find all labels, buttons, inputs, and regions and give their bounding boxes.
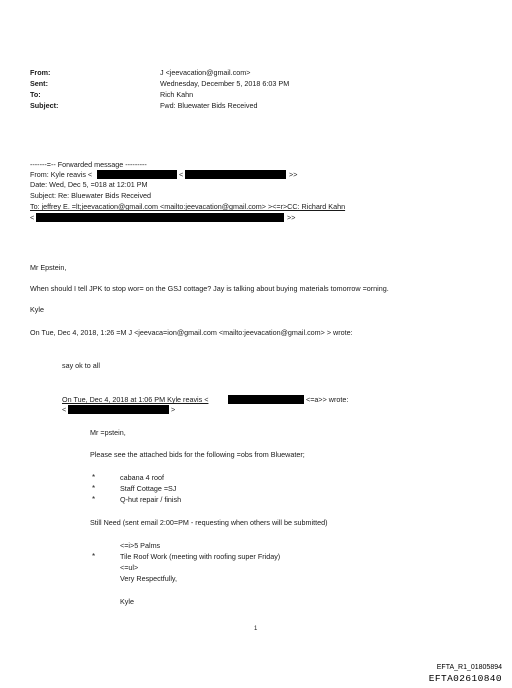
page-number: 1 — [254, 626, 258, 632]
footer-code-secondary: EFTA02610840 — [428, 673, 502, 684]
bullet: * — [92, 484, 96, 493]
forwarded-from-mid: < — [179, 170, 184, 179]
forwarded-from-prefix: From: Kyle reavis < — [30, 170, 93, 179]
forwarded-to: To: jeffrey E. =lt;jeevacation@gmail.com <mailto:jeevacation@gmail.com> ><=r>CC: Richard Kahn — [30, 202, 346, 211]
sent-value: Wednesday, December 5, 2018 6:03 PM — [160, 79, 290, 88]
from-label: From: — [30, 68, 51, 77]
from-value: J <jeevacation@gmail.com> — [160, 68, 251, 77]
bid-item: Staff Cottage =SJ — [120, 484, 177, 493]
closing: Very Respectfully, — [120, 574, 177, 583]
quoted-second-prefix: < — [62, 405, 67, 414]
sent-label: Sent: — [30, 79, 48, 88]
forwarded-from-suffix: >> — [289, 170, 298, 179]
quoted-second-suffix: > — [171, 405, 176, 414]
to-value: Rich Kahn — [160, 90, 194, 99]
palms-item: <=i>5 Palms — [120, 541, 161, 550]
quoted-header-suffix: <=a>> wrote: — [306, 395, 349, 404]
to-label: To: — [30, 90, 41, 99]
bid-item: Q-hut repair / finish — [120, 495, 182, 504]
forwarded-divider: -------=-- Forwarded message --------- — [30, 160, 147, 169]
quoted-intro: Please see the attached bids for the following =obs from Bluewater; — [90, 450, 305, 459]
redaction-bar — [97, 170, 177, 179]
subject-label: Subject: — [30, 101, 59, 110]
quoted-greeting: Mr =pstein, — [90, 428, 126, 437]
still-need: Still Need (sent email 2:00=PM - requesting when others will be submitted) — [90, 518, 328, 527]
redaction-bar — [185, 170, 286, 179]
subject-value: Fwd: Bluewater Bids Received — [160, 101, 258, 110]
signoff: Kyle — [30, 305, 44, 314]
forwarded-cc-prefix: < — [30, 213, 35, 222]
redaction-bar — [228, 395, 304, 404]
question: When should I tell JPK to stop wor= on the GSJ cottage? Jay is talking about buying materials tomorrow =orning. — [30, 284, 389, 293]
greeting: Mr Epstein, — [30, 263, 67, 272]
bullet: * — [92, 473, 96, 482]
forwarded-date: Date: Wed, Dec 5, =018 at 12:01 PM — [30, 180, 148, 189]
bullet: * — [92, 495, 96, 504]
quoted-header-prefix: On Tue, Dec 4, 2018 at 1:06 PM Kyle reavis < — [62, 395, 209, 404]
ul-tag: <=ul> — [120, 563, 139, 572]
closing-name: Kyle — [120, 597, 134, 606]
reply-header: On Tue, Dec 4, 2018, 1:26 =M J <jeevaca=ion@gmail.com <mailto:jeevacation@gmail.com> > wrote: — [30, 328, 353, 337]
reply-text: say ok to all — [62, 361, 100, 370]
bullet: * — [92, 552, 96, 561]
forwarded-subject: Subject: Re: Bluewater Bids Received — [30, 191, 152, 200]
redaction-bar — [36, 213, 284, 222]
tile-roof-item: Tile Roof Work (meeting with roofing super Friday) — [120, 552, 281, 561]
redaction-bar — [68, 405, 169, 414]
forwarded-cc-suffix: >> — [287, 213, 296, 222]
bid-item: cabana 4 roof — [120, 473, 164, 482]
footer-code-primary: EFTA_R1_01805894 — [436, 664, 502, 671]
